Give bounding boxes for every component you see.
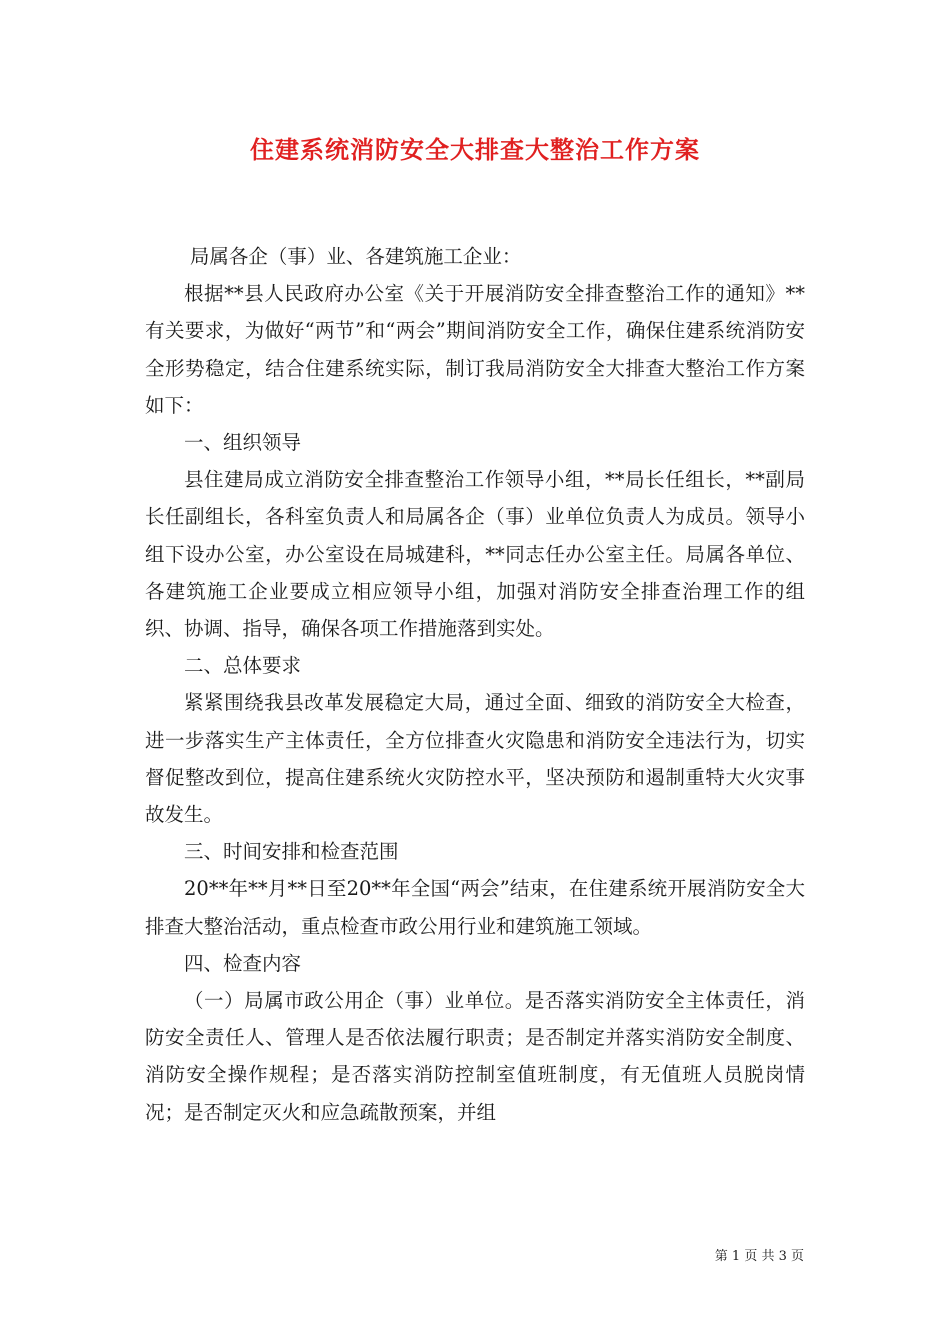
document-body bbox=[145, 238, 805, 1131]
section-heading-3: 三、时间安排和检查范围 bbox=[184, 840, 399, 864]
salutation: 局属各企（事）业、各建筑施工企业： bbox=[189, 245, 522, 268]
paragraph-organization: 县住建局成立消防安全排查整治工作领导小组，**局长任组长，**副局长任副组长，各科室负责人和局属各企（事）业单位负责人为成员。领导小组下设办公室，办公室设在局城建科，**同志任办公室主任。局属各单位、各建筑施工企业要成立相应领导小组，加强对消防安全排查治理工作的组织、协调、指导，确保各项工作措施落到实处。 bbox=[145, 468, 805, 641]
page-number: 第 1 页 共 3 页 bbox=[714, 1249, 804, 1264]
section-heading-4: 四、检查内容 bbox=[184, 951, 302, 975]
paragraph-schedule: 20**年**月**日至20**年全国“两会”结束，在住建系统开展消防安全大排查大整治活动，重点检查市政公用行业和建筑施工领域。 bbox=[145, 877, 805, 938]
paragraph-requirements: 紧紧围绕我县改革发展稳定大局，通过全面、细致的消防安全大检查，进一步落实生产主体责任，全方位排查火灾隐患和消防安全违法行为，切实督促整改到位，提高住建系统火灾防控水平，坚决预防和遏制重特大火灾事故发生。 bbox=[145, 691, 805, 827]
section-heading-2: 二、总体要求 bbox=[184, 654, 302, 678]
document-title: 住建系统消防安全大排查大整治工作方案 bbox=[250, 135, 700, 164]
section-heading-1: 一、组织领导 bbox=[184, 431, 302, 455]
paragraph-intro: 根据**县人民政府办公室《关于开展消防安全排查整治工作的通知》**有关要求，为做好“两节”和“两会”期间消防安全工作，确保住建系统消防安全形势稳定，结合住建系统实际，制订我局消防安全大排查大整治工作方案如下： bbox=[145, 282, 805, 417]
paragraph-inspection: （一）局属市政公用企（事）业单位。是否落实消防安全主体责任，消防安全责任人、管理人是否依法履行职责；是否制定并落实消防安全制度、消防安全操作规程；是否落实消防控制室值班制度，有无值班人员脱岗情况；是否制定灭火和应急疏散预案，并组 bbox=[145, 989, 805, 1124]
